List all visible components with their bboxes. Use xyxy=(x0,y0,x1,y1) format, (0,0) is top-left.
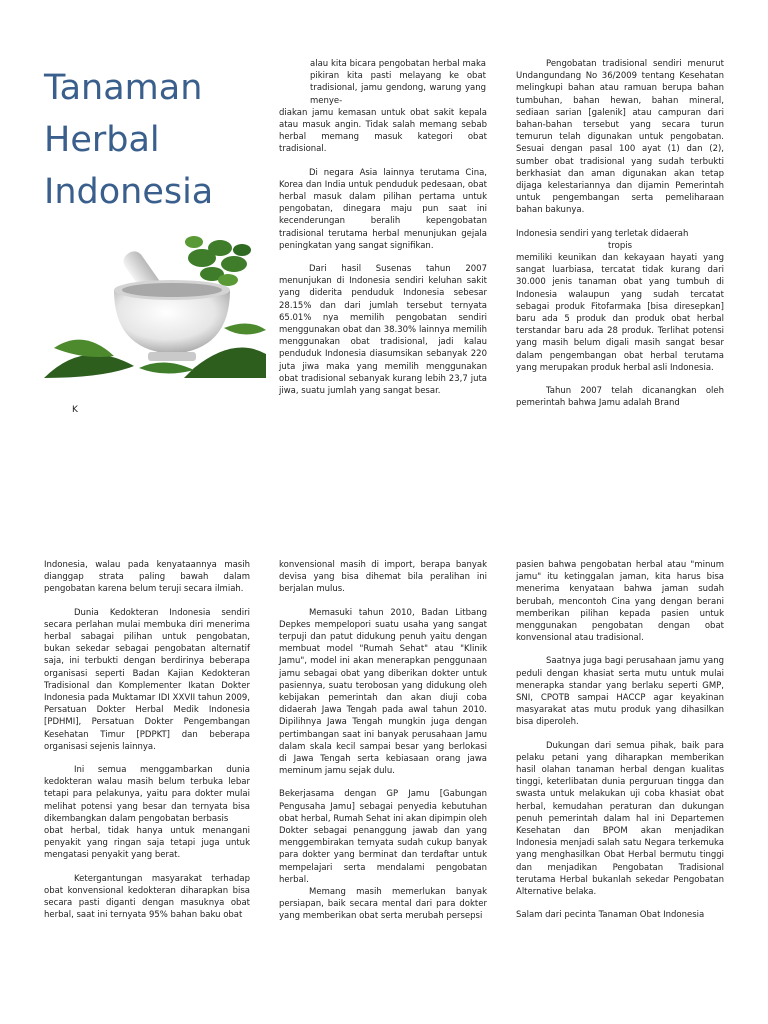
paragraph: Indonesia sendiri yang terletak didaerah xyxy=(516,228,689,239)
paragraph: Dukungan dari semua pihak, baik para pelaku petani yang diharapkan memberikan hasil olahan tanaman herbal dengan kualitas tinggi, keterlibatan dunia perguruan tingga dan swasta untuk melakukan uji coba khasiat obat herbal, kemudahan peraturan dan dukungan penuh pemerintah dalam hal ini Departemen Kesehatan dan BPOM akan menjadikan Indonesia menjadi salah satu Negara terkemuka yang menghasilkan Obat Herbal bermutu tinggi dan menjadikan Pengobatan Tradisional terutama Herbal bukanlah sekedar Pengobatan Alternative belaka. xyxy=(516,740,724,898)
paragraph: memiliki keunikan dan kekayaan hayati yang sangat luarbiasa, tercatat tidak kurang dari 30.000 jenis tanaman obat yang tumbuh di Indonesia walaupun yang sudah tercatat sebagai produk Fitofarmaka [bisa diresepkan] baru ada 5 produk dan produk obat herbal terstandar baru ada 28 produk. Terlihat potensi yang masih belum digali masih sangat besar dalam pengembangan obat herbal terutama yang merupakan produk herbal asli Indonesia. xyxy=(516,253,724,373)
title-line-1: Tanaman xyxy=(44,68,203,108)
page-title xyxy=(44,62,244,218)
paragraph: alau kita bicara pengobatan herbal maka pikiran kita pasti melayang ke obat tradisional, jamu gendong, warung yang menye- xyxy=(310,59,486,106)
stray-mark: K xyxy=(72,405,78,415)
paragraph: Ketergantungan masyarakat terhadap obat konvensional kedokteran diharapkan bisa secara pasti diganti dengan masuknya obat herbal, saat ini ternyata 95% bahan baku obat xyxy=(44,873,250,921)
paragraph: Saatnya juga bagi perusahaan jamu yang peduli dengan khasiat serta mutu untuk mulai menerapka standar yang berlaku seperti GMP, SNI, CPOTB sampai HACCP agar keyakinan masyarakat atas mutu produk yang dihasilkan bisa diperoleh. xyxy=(516,656,724,728)
paragraph: konvensional masih di import, berapa banyak devisa yang bisa dihemat bila peralihan ini berjalan mulus. xyxy=(279,560,487,595)
article-column-1 xyxy=(279,58,487,408)
title-line-2: Herbal xyxy=(44,120,160,160)
paragraph: Bekerjasama dengan GP Jamu [Gabungan Pengusaha Jamu] sebagai penyedia kebutuhan obat herbal, Rumah Sehat ini akan dipimpin oleh Dokter sebagai penanggung jawab dan yang menggembirakan ternyata sudah cukup banyak para dokter yang berminat dan terdaftar untuk mempelajari serta mendalami pengobatan herbal. xyxy=(279,789,487,885)
paragraph: Memasuki tahun 2010, Badan Litbang Depkes mempelopori suatu usaha yang sangat terpuji dan patut didukung penuh yaitu dengan membuat model "Rumah Sehat" atau "Klinik Jamu", model ini akan menerapkan penggunaan jamu sebagai obat yang diberikan dokter untuk pasiennya, suatu terobosan yang didukung oleh kebijakan pemerintah dan akan diuji coba didaerah Jawa Tengah pada awal tahun 2010. Dipilihnya Jawa Tengah mungkin juga dengan pertimbangan saat ini banyak perusahaan Jamu dalam skala kecil sampai besar yang berlokasi di Jawa Tengah serta kebiasaan orang jawa meminum jamu sejak dulu. xyxy=(279,607,487,777)
paragraph: Dunia Kedokteran Indonesia sendiri secara perlahan mulai membuka diri menerima herbal sabagai pilihan untuk pengobatan, bukan sekedar sebagai pengobatan alternatif saja, ini terbukti dengan berdirinya beberapa organisasi seperti Badan Kajian Kedokteran Tradisional dan Komplementer Ikatan Dokter Indonesia pada Muktamar IDI XXVII tahun 2009, Persatuan Dokter Herbal Medik Indonesia [PDHMI], Persatuan Dokter Pengembangan Kesehatan Timur [PDPKT] dan beberapa organisasi sejenis lainnya. xyxy=(44,607,250,752)
title-line-3: Indonesia xyxy=(44,172,214,212)
article-column-3 xyxy=(44,559,250,932)
paragraph: diakan jamu kemasan untuk obat sakit kepala atau masuk angin. Tidak salah memang sebab herbal memang masuk kategori obat tradisional. xyxy=(279,107,487,155)
article-column-4 xyxy=(279,559,487,934)
paragraph: Pengobatan tradisional sendiri menurut Undangundang No 36/2009 tentang Kesehatan melingkupi bahan atau ramuan berupa bahan tumbuhan, bahan hewan, bahan mineral, sediaan sarian [galenik] atau campuran dari bahan-bahan tersebut yang secara turun temurun telah digunakan untuk pengobatan. Sesuai dengan pasal 100 ayat (1) dan (2), sumber obat tradisional yang sudah terbukti berkhasiat dan aman digunakan akan tetap dijaga kelestariannya dan dijamin Pemerintah untuk pengembangan serta pemeliharaan bahan bakunya. xyxy=(516,59,724,216)
article-column-5 xyxy=(516,559,724,932)
paragraph: Memang masih memerlukan banyak persiapan, baik secara mental dari para dokter yang memberikan obat serta merubah persepsi xyxy=(279,887,487,922)
mortar-pestle-herbs-image xyxy=(44,228,266,378)
closing-line: Salam dari pecinta Tanaman Obat Indonesia xyxy=(516,910,705,921)
paragraph: Di negara Asia lainnya terutama Cina, Korea dan India untuk penduduk pedesaan, obat herbal masuk dalam pilihan pertama untuk pengobatan, dinegara maju pun saat ini kecenderungan beralih kepengobatan tradisional terutama herbal menunjukan gejala peningkatan yang sangat signifikan. xyxy=(279,167,487,251)
paragraph: Indonesia, walau pada kenyataannya masih dianggap strata paling bawah dalam pengobatan karena belum teruji secara ilmiah. xyxy=(44,560,250,595)
paragraph: Dari hasil Susenas tahun 2007 menunjukan di Indonesia sendiri keluhan sakit yang diderita penduduk Indonesia sebesar 28.15% dan dari jumlah tersebut ternyata 65.01% nya memilih pengobatan sendiri menggunakan obat dan 38.30% lainnya memilih menggunakan obat tradisional, jadi kalau penduduk Indonesia diasumsikan sebanyak 220 juta jiwa maka yang memilih menggunakan obat tradisional sebanyak kurang lebih 23,7 juta jiwa, suatu jumlah yang sangat besar. xyxy=(279,264,487,397)
paragraph: Tahun 2007 telah dicanangkan oleh pemerintah bahwa Jamu adalah Brand xyxy=(516,386,724,409)
paragraph-fragment: tropis xyxy=(607,240,633,251)
article-column-2 xyxy=(516,58,724,420)
paragraph: pasien bahwa pengobatan herbal atau "minum jamu" itu ketinggalan jaman, kita harus bisa menerima kenyataan bahwa jaman sudah berubah, mencontoh Cina yang dengan berani memberikan pilihan kepada pasien untuk menggunakan pengobatan dengan obat konvensional atau tradisional. xyxy=(516,560,724,644)
paragraph: Ini semua menggambarkan dunia kedokteran walau masih belum terbuka lebar tetapi para pelakunya, yaitu para dokter mulai melihat potensi yang besar dan ternyata bisa dikembangkan dalam pengobatan berbasis xyxy=(44,765,250,824)
paragraph: obat herbal, tidak hanya untuk menangani penyakit yang ringan saja tetapi juga untuk mengatasi penyakit yang berat. xyxy=(44,826,250,861)
